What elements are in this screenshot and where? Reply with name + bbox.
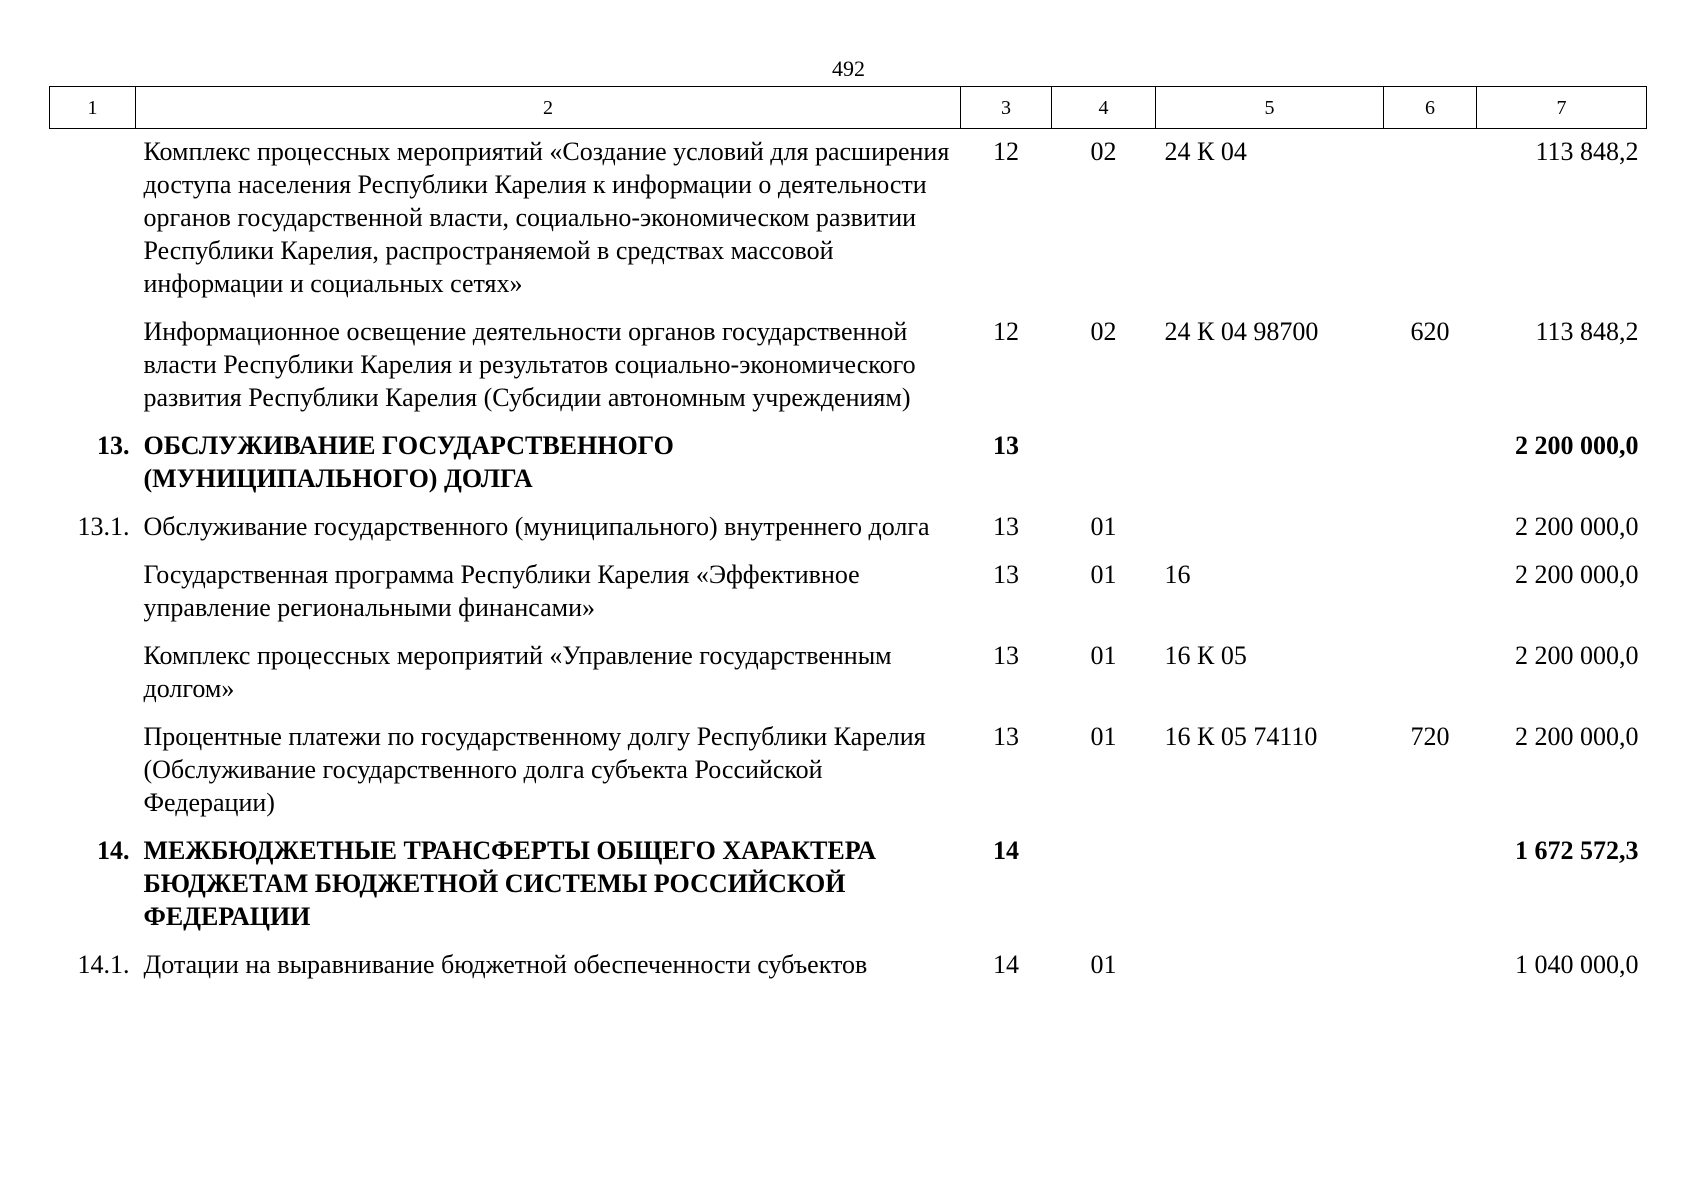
- row-subsection: 01: [1090, 560, 1117, 589]
- row-amount: 2 200 000,0: [1515, 512, 1639, 541]
- column-header-3: 3: [961, 87, 1052, 129]
- row-name: Дотации на выравнивание бюджетной обеспеченности субъектов: [143, 950, 868, 979]
- row-expense-type: [1384, 429, 1477, 510]
- row-amount: 2 200 000,0: [1515, 560, 1639, 589]
- row-amount: 113 848,2: [1535, 317, 1639, 346]
- row-number: 13.1.: [77, 512, 130, 541]
- budget-table: [49, 86, 1647, 996]
- row-target-article: [1156, 834, 1384, 948]
- row-section: 12: [993, 317, 1019, 346]
- row-section: 13: [993, 431, 1019, 460]
- row-name: Обслуживание государственного (муниципального) внутреннего долга: [143, 512, 930, 541]
- table-row: [50, 315, 1647, 429]
- row-name: ОБСЛУЖИВАНИЕ ГОСУДАРСТВЕННОГО (МУНИЦИПАЛЬНОГО) ДОЛГА: [143, 431, 674, 493]
- column-number-row: [50, 87, 1647, 129]
- row-section: 13: [993, 560, 1019, 589]
- row-name: Информационное освещение деятельности органов государственной власти Республики Карелия и результатов социально-экономического развития Республики Карелия (Субсидии автономным учреждениям): [143, 317, 916, 412]
- row-subsection: 02: [1090, 137, 1117, 166]
- row-expense-type: [1384, 129, 1477, 316]
- row-target-article: [1156, 948, 1384, 996]
- row-name: Процентные платежи по государственному долгу Республики Карелия (Обслуживание государственного долга субъекта Российской Федерации): [143, 722, 926, 817]
- row-section: 12: [993, 137, 1019, 166]
- row-amount: 1 672 572,3: [1515, 836, 1639, 865]
- column-header-1: 1: [50, 87, 136, 129]
- column-header-5: 5: [1156, 87, 1384, 129]
- row-section: 14: [993, 950, 1019, 979]
- row-number: [50, 129, 136, 316]
- row-number: 14.1.: [77, 950, 130, 979]
- row-number: 14.: [97, 836, 130, 865]
- column-header-4: 4: [1052, 87, 1156, 129]
- row-amount: 2 200 000,0: [1515, 641, 1639, 670]
- row-expense-type: [1384, 948, 1477, 996]
- row-amount: 2 200 000,0: [1515, 722, 1639, 751]
- row-target-article: 16: [1164, 560, 1191, 589]
- row-name: МЕЖБЮДЖЕТНЫЕ ТРАНСФЕРТЫ ОБЩЕГО ХАРАКТЕРА БЮДЖЕТАМ БЮДЖЕТНОЙ СИСТЕМЫ РОССИЙСКОЙ ФЕДЕРАЦИИ: [143, 836, 877, 931]
- table-row: [50, 834, 1647, 948]
- table-row: [50, 639, 1647, 720]
- row-target-article: 24 К 04 98700: [1164, 317, 1319, 346]
- table-row: [50, 720, 1647, 834]
- row-subsection: 01: [1090, 512, 1117, 541]
- row-subsection: 01: [1090, 950, 1117, 979]
- page-number: 492: [832, 56, 865, 81]
- table-row: [50, 948, 1647, 996]
- column-header-6: 6: [1384, 87, 1477, 129]
- row-expense-type: [1384, 834, 1477, 948]
- row-section: 13: [993, 722, 1019, 751]
- table-body: [50, 129, 1647, 997]
- row-name: Комплекс процессных мероприятий «Создание условий для расширения доступа населения Республики Карелия к информации о деятельности органов государственной власти, социально-экономическом развитии Республики Карелия, распространяемой в средствах массовой информации и социальных сетях»: [143, 137, 950, 298]
- row-subsection: [1052, 429, 1156, 510]
- table-row: [50, 429, 1647, 510]
- row-subsection: [1052, 834, 1156, 948]
- row-section: 14: [993, 836, 1019, 865]
- row-target-article: [1156, 510, 1384, 558]
- row-number: [50, 639, 136, 720]
- row-number: [50, 315, 136, 429]
- row-target-article: 16 К 05: [1164, 641, 1247, 670]
- table-row: [50, 558, 1647, 639]
- row-section: 13: [993, 512, 1019, 541]
- row-amount: 113 848,2: [1535, 137, 1639, 166]
- row-number: [50, 558, 136, 639]
- table-row: [50, 129, 1647, 316]
- row-name: Государственная программа Республики Карелия «Эффективное управление региональными финансами»: [143, 560, 860, 622]
- row-amount: 1 040 000,0: [1515, 950, 1639, 979]
- row-section: 13: [993, 641, 1019, 670]
- row-target-article: [1156, 429, 1384, 510]
- table-row: [50, 510, 1647, 558]
- table-header: [50, 87, 1647, 129]
- row-name: Комплекс процессных мероприятий «Управление государственным долгом»: [143, 641, 892, 703]
- row-expense-type: 620: [1410, 317, 1450, 346]
- row-expense-type: 720: [1410, 722, 1450, 751]
- row-expense-type: [1384, 558, 1477, 639]
- column-header-2: 2: [136, 87, 961, 129]
- row-expense-type: [1384, 639, 1477, 720]
- row-subsection: 01: [1090, 722, 1117, 751]
- row-number: [50, 720, 136, 834]
- column-header-7: 7: [1477, 87, 1647, 129]
- row-target-article: 24 К 04: [1164, 137, 1247, 166]
- row-subsection: 01: [1090, 641, 1117, 670]
- row-number: 13.: [97, 431, 130, 460]
- row-amount: 2 200 000,0: [1515, 431, 1639, 460]
- row-subsection: 02: [1090, 317, 1117, 346]
- row-target-article: 16 К 05 74110: [1164, 722, 1318, 751]
- row-expense-type: [1384, 510, 1477, 558]
